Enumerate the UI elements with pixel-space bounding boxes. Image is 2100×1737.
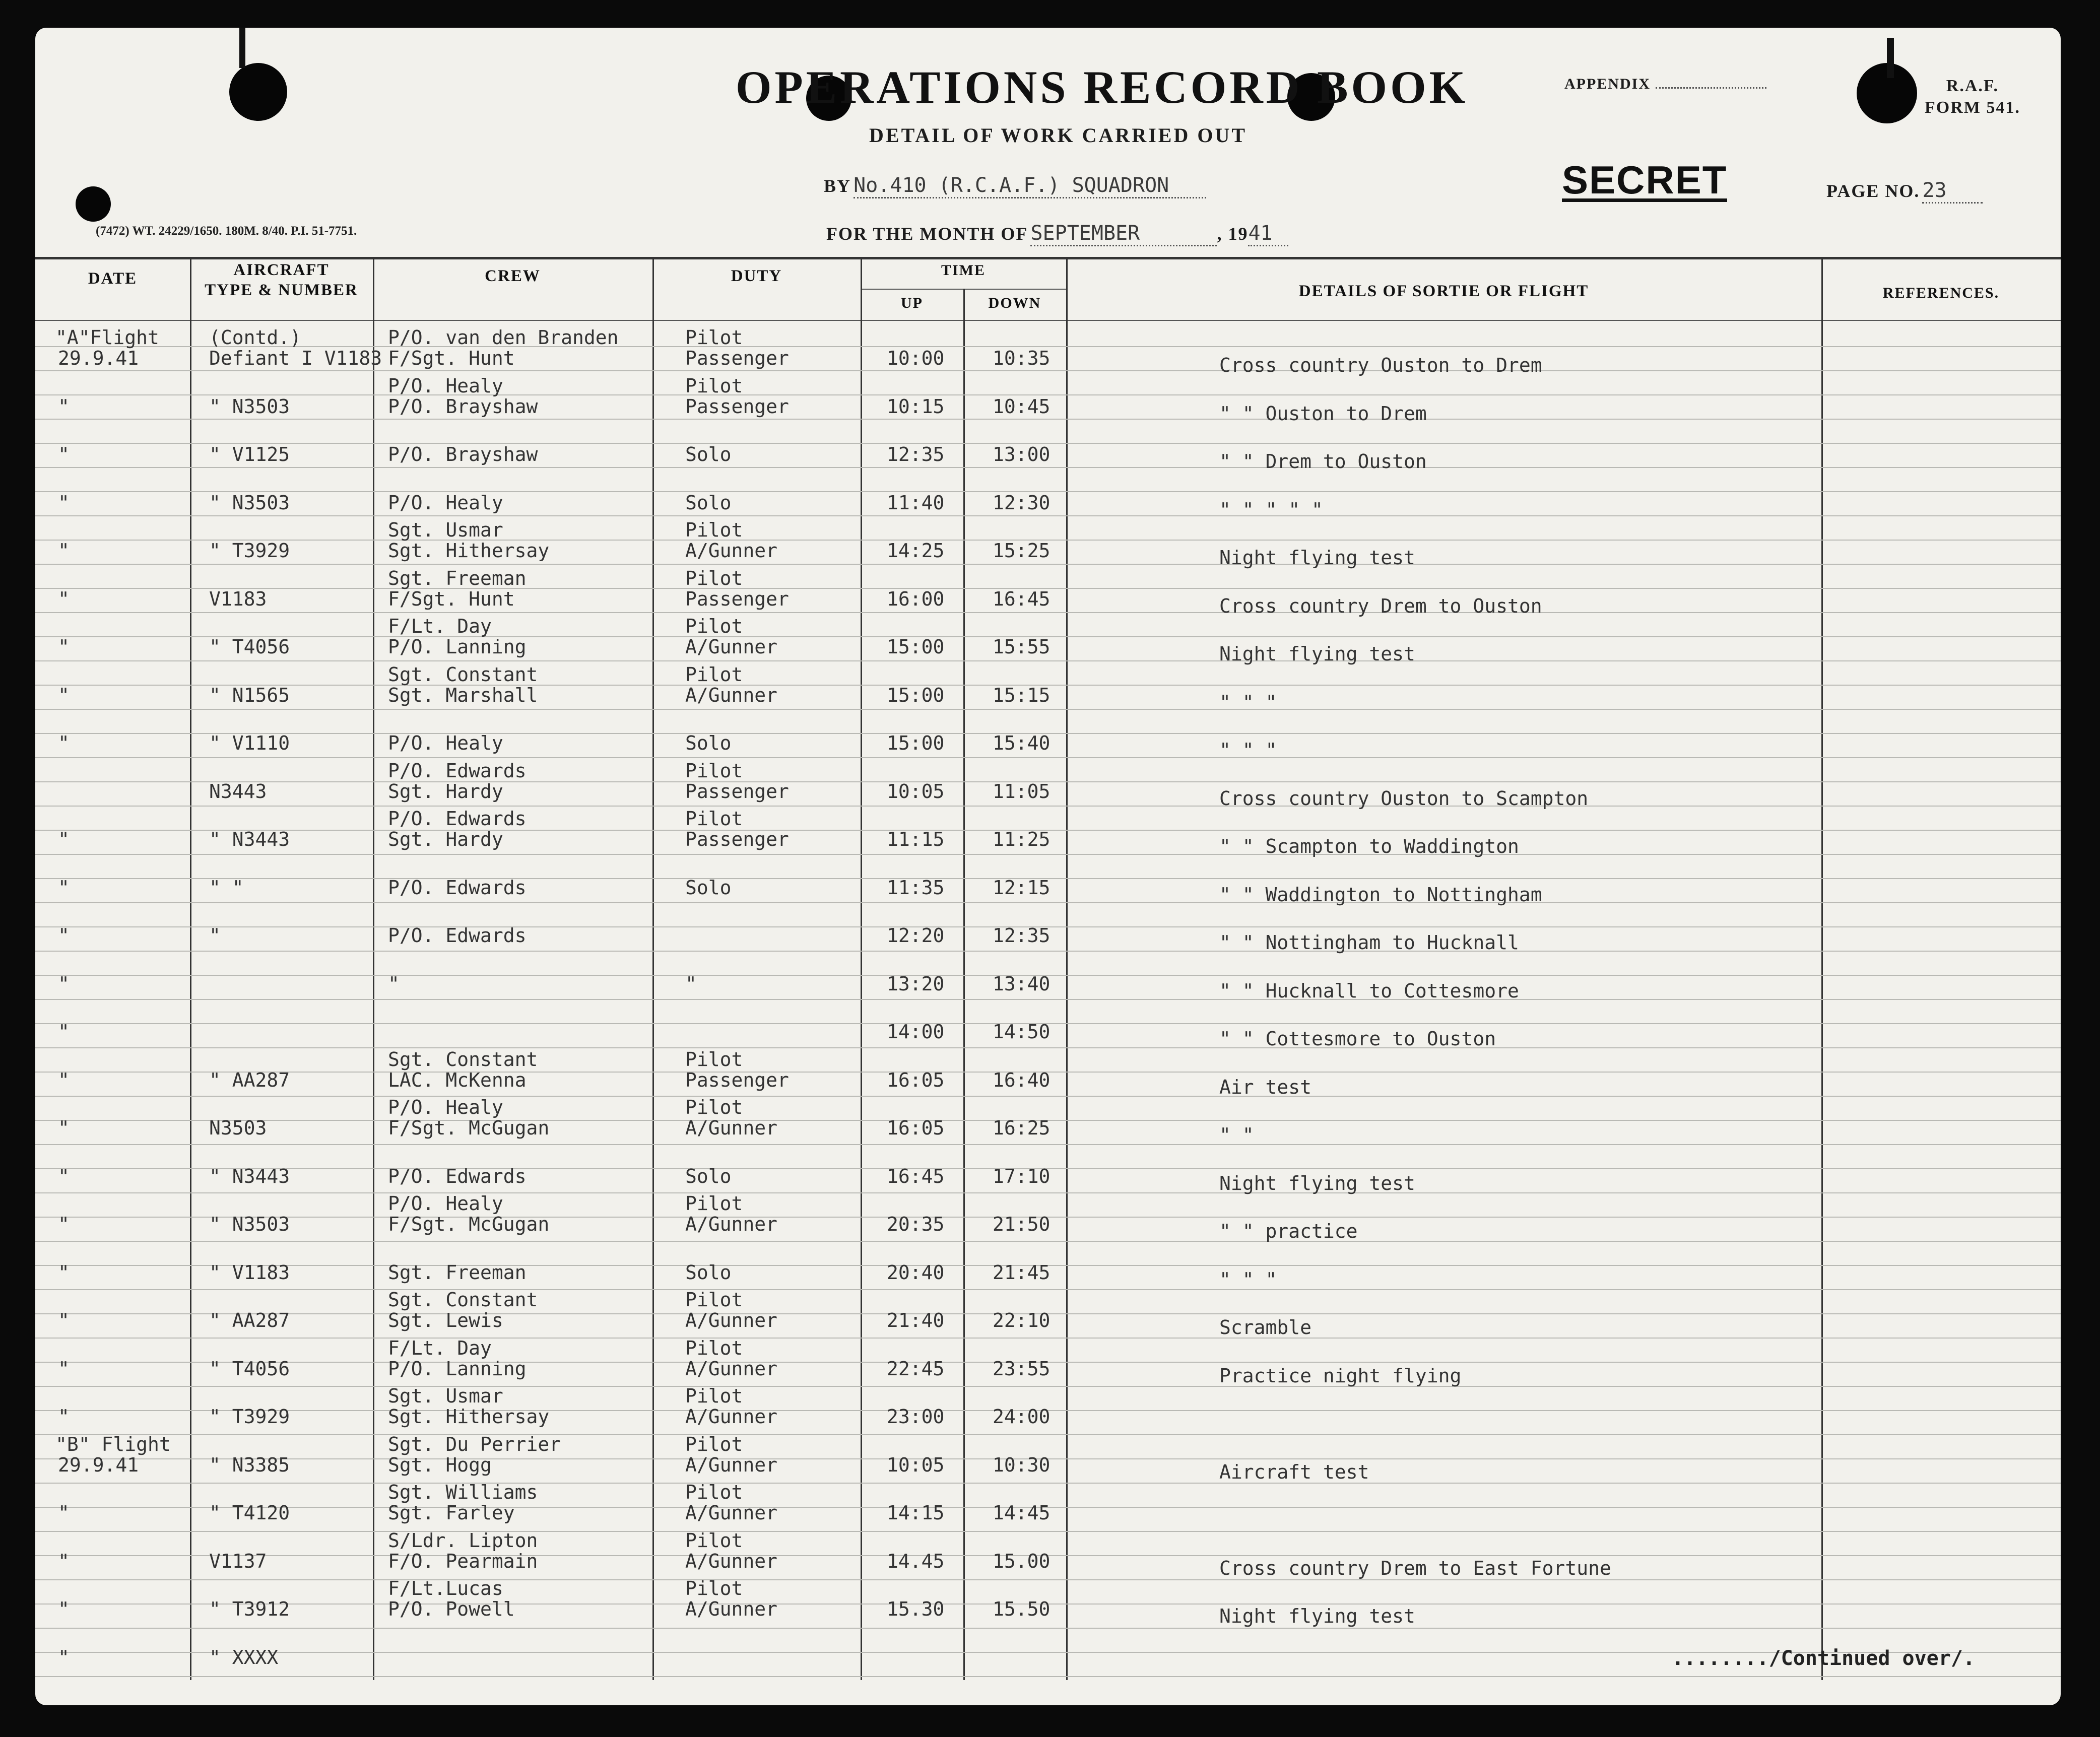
table-row — [35, 1239, 2061, 1291]
table-top-border — [35, 257, 2061, 259]
crew-member: Sgt. Du Perrier — [388, 1433, 561, 1455]
time-down: 16:25 — [993, 1117, 1051, 1139]
date-line-2: " — [58, 587, 70, 610]
table-row — [35, 1287, 2061, 1339]
duty: Pilot — [685, 567, 743, 589]
crew-member: P/O. Lanning — [388, 636, 527, 658]
time-up: 14:15 — [887, 1502, 945, 1524]
aircraft-number: " " — [209, 876, 244, 899]
crew-member: Sgt. Hardy — [388, 828, 503, 850]
time-up: 15:00 — [887, 684, 945, 706]
time-up: 16:05 — [887, 1068, 945, 1091]
crew-member: P/O. Healy — [388, 374, 503, 397]
time-down: 10:45 — [993, 395, 1051, 418]
crew-member: Sgt. Hardy — [388, 780, 503, 803]
duty: Pilot — [685, 1289, 743, 1311]
date-line-2: " — [58, 1117, 70, 1139]
date-line-2: " — [58, 732, 70, 754]
aircraft-number: " T3929 — [209, 540, 290, 562]
crew-member: P/O. Edwards — [388, 759, 527, 782]
date-line-1: "B" Flight — [55, 1433, 171, 1455]
col-header-time: TIME — [941, 262, 986, 279]
crew-member: P/O. Healy — [388, 1096, 503, 1118]
duty: A/Gunner — [685, 1453, 778, 1476]
date-line-2: " — [58, 924, 70, 947]
date-line-2: " — [58, 636, 70, 658]
sortie-details: " " — [1219, 1124, 1254, 1146]
date-line-2: 29.9.41 — [58, 1453, 139, 1476]
date-line-2: " — [58, 1646, 70, 1668]
date-line-2: " — [58, 1021, 70, 1043]
time-up: 16:00 — [887, 587, 945, 610]
ruled-line — [35, 1676, 2061, 1677]
crew-member: F/Lt. Day — [388, 615, 492, 637]
sortie-details: " " " — [1219, 739, 1277, 761]
date-line-2: " — [58, 972, 70, 995]
aircraft-number: " N3503 — [209, 395, 290, 418]
date-line-2: " — [58, 1357, 70, 1380]
aircraft-number: " N3443 — [209, 828, 290, 850]
time-up: 16:45 — [887, 1165, 945, 1187]
crew-member: P/O. Brayshaw — [388, 443, 538, 465]
sortie-details: Night flying test — [1219, 1172, 1415, 1194]
appendix-label: APPENDIX — [1564, 76, 1766, 93]
time-down: 12:15 — [993, 876, 1051, 899]
aircraft-number: " T3912 — [209, 1598, 290, 1620]
time-down: 11:05 — [993, 780, 1051, 803]
table-row — [35, 710, 2061, 761]
duty: A/Gunner — [685, 540, 778, 562]
time-down: 15:40 — [993, 732, 1051, 754]
table-row — [35, 373, 2061, 425]
crew-member: F/Sgt. Hunt — [388, 587, 515, 610]
crew-member: P/O. Healy — [388, 732, 503, 754]
time-down: 21:45 — [993, 1261, 1051, 1284]
time-up: 14:00 — [887, 1021, 945, 1043]
sortie-details: Cross country Ouston to Scampton — [1219, 787, 1589, 810]
duty: A/Gunner — [685, 1550, 778, 1572]
duty: Pilot — [685, 1529, 743, 1552]
duty: A/Gunner — [685, 1213, 778, 1235]
sortie-details: Night flying test — [1219, 547, 1415, 569]
time-down: 15:55 — [993, 636, 1051, 658]
duty: Pilot — [685, 1337, 743, 1359]
date-line-2: " — [58, 1598, 70, 1620]
time-down: 10:30 — [993, 1453, 1051, 1476]
crew-member: P/O. Healy — [388, 491, 503, 514]
date-line-2: " — [58, 1165, 70, 1187]
aircraft-number: V1137 — [209, 1550, 267, 1572]
binder-mark — [239, 28, 245, 68]
duty: " — [685, 972, 697, 995]
table-row — [35, 998, 2061, 1050]
duty: Pilot — [685, 1192, 743, 1215]
crew-member: Sgt. Hithersay — [388, 540, 550, 562]
aircraft-number: Defiant I V1183 — [209, 347, 382, 369]
duty: A/Gunner — [685, 1357, 778, 1380]
time-up: 23:00 — [887, 1406, 945, 1428]
time-up: 15.30 — [887, 1598, 945, 1620]
crew-member: Sgt. Lewis — [388, 1309, 503, 1331]
date-line-2: " — [58, 1261, 70, 1284]
date-line-2: " — [58, 876, 70, 899]
time-up: 13:20 — [887, 972, 945, 995]
table-row — [35, 854, 2061, 906]
crew-member: Sgt. Hithersay — [388, 1406, 550, 1428]
crew-member: P/O. Edwards — [388, 808, 527, 830]
time-down: 23:55 — [993, 1357, 1051, 1380]
table-row — [35, 951, 2061, 1002]
table-row — [35, 1528, 2061, 1579]
date-line-2: " — [58, 491, 70, 514]
time-up: 15:00 — [887, 732, 945, 754]
aircraft-number: " T4056 — [209, 1357, 290, 1380]
table-row — [35, 1432, 2061, 1483]
time-down: 15.00 — [993, 1550, 1051, 1572]
crew-member: Sgt. Hogg — [388, 1453, 492, 1476]
sortie-details: " " Hucknall to Cottesmore — [1219, 979, 1519, 1002]
date-line-2: " — [58, 1550, 70, 1572]
date-line-2: " — [58, 395, 70, 418]
duty: Passenger — [685, 347, 789, 369]
date-line-2: " — [58, 1406, 70, 1428]
table-row — [35, 566, 2061, 617]
duty: Solo — [685, 1165, 732, 1187]
crew-member: Sgt. Usmar — [388, 1385, 503, 1407]
unit-line: BY No.410 (R.C.A.F.) SQUADRON — [824, 174, 1206, 198]
sortie-details: " " " " " — [1219, 498, 1323, 521]
aircraft-number: N3443 — [209, 780, 267, 803]
time-down: 12:30 — [993, 491, 1051, 514]
time-down: 15.50 — [993, 1598, 1051, 1620]
print-code: (7472) WT. 24229/1650. 180M. 8/40. P.I. 51-7751. — [96, 224, 357, 238]
time-up: 15:00 — [887, 636, 945, 658]
date-line-2: " — [58, 1502, 70, 1524]
crew-member: F/Sgt. McGugan — [388, 1117, 550, 1139]
col-header-aircraft: AIRCRAFT TYPE & NUMBER — [205, 261, 358, 299]
aircraft-number: N3503 — [209, 1117, 267, 1139]
crew-member: P/O. Edwards — [388, 1165, 527, 1187]
time-up: 12:35 — [887, 443, 945, 465]
crew-member: Sgt. Freeman — [388, 1261, 527, 1284]
aircraft-number: " T4120 — [209, 1502, 290, 1524]
month-line: FOR THE MONTH OF SEPTEMBER , 1941 — [826, 222, 1288, 246]
time-up: 22:45 — [887, 1357, 945, 1380]
table-row — [35, 1191, 2061, 1242]
duty: Pilot — [685, 1481, 743, 1503]
duty: Passenger — [685, 828, 789, 850]
duty: Solo — [685, 443, 732, 465]
punch-hole — [76, 186, 111, 222]
duty: Pilot — [685, 808, 743, 830]
time-down: 22:10 — [993, 1309, 1051, 1331]
duty: A/Gunner — [685, 1598, 778, 1620]
duty: Pilot — [685, 759, 743, 782]
time-down: 15:25 — [993, 540, 1051, 562]
sortie-details: Night flying test — [1219, 1605, 1415, 1627]
date-line-1: "A"Flight — [55, 326, 159, 349]
time-down: 24:00 — [993, 1406, 1051, 1428]
date-line-2: " — [58, 828, 70, 850]
time-down: 10:35 — [993, 347, 1051, 369]
crew-member: Sgt. Marshall — [388, 684, 538, 706]
time-up: 14.45 — [887, 1550, 945, 1572]
crew-member: P/O. Lanning — [388, 1357, 527, 1380]
aircraft-number: " N3503 — [209, 1213, 290, 1235]
aircraft-number: " N3443 — [209, 1165, 290, 1187]
aircraft-number: " V1183 — [209, 1261, 290, 1284]
crew-member: Sgt. Williams — [388, 1481, 538, 1503]
table-row — [35, 1143, 2061, 1194]
continued-note: ......../Continued over/. — [1671, 1647, 1975, 1670]
table-row — [35, 517, 2061, 569]
aircraft-number: " N3503 — [209, 491, 290, 514]
aircraft-type: (Contd.) — [209, 326, 302, 349]
crew-member: Sgt. Usmar — [388, 519, 503, 541]
crew-member: S/Ldr. Lipton — [388, 1529, 538, 1552]
duty: Passenger — [685, 780, 789, 803]
time-down: 13:40 — [993, 972, 1051, 995]
duty: Passenger — [685, 587, 789, 610]
time-down: 15:15 — [993, 684, 1051, 706]
table-row — [35, 1047, 2061, 1098]
form-label: R.A.F. FORM 541. — [1925, 77, 2020, 117]
page-subtitle: DETAIL OF WORK CARRIED OUT — [869, 124, 1248, 147]
aircraft-number: " N1565 — [209, 684, 290, 706]
time-down: 12:35 — [993, 924, 1051, 947]
duty: Solo — [685, 491, 732, 514]
time-up: 21:40 — [887, 1309, 945, 1331]
crew-member: F/Sgt. McGugan — [388, 1213, 550, 1235]
col-header-crew: CREW — [485, 267, 541, 285]
sortie-details: " " Scampton to Waddington — [1219, 835, 1519, 857]
duty: Pilot — [685, 519, 743, 541]
crew-member: Sgt. Constant — [388, 1048, 538, 1071]
sortie-details: Cross country Drem to East Fortune — [1219, 1557, 1611, 1579]
time-up: 11:35 — [887, 876, 945, 899]
duty: Pilot — [685, 326, 743, 349]
crew-member: Sgt. Constant — [388, 663, 538, 686]
time-down: 17:10 — [993, 1165, 1051, 1187]
crew-member: P/O. Brayshaw — [388, 395, 538, 418]
crew-member: F/O. Pearmain — [388, 1550, 538, 1572]
duty: A/Gunner — [685, 684, 778, 706]
time-up: 10:15 — [887, 395, 945, 418]
table-row — [35, 758, 2061, 810]
date-line-2: " — [58, 684, 70, 706]
page-number: PAGE NO. 23 — [1826, 179, 1983, 204]
binder-mark — [1887, 38, 1894, 78]
duty: Passenger — [685, 395, 789, 418]
aircraft-number: " AA287 — [209, 1068, 290, 1091]
time-up: 11:15 — [887, 828, 945, 850]
table-row — [35, 902, 2061, 954]
aircraft-number: " V1110 — [209, 732, 290, 754]
crew-member: F/Lt. Day — [388, 1337, 492, 1359]
col-header-details: DETAILS OF SORTIE OR FLIGHT — [1298, 282, 1589, 300]
time-up: 20:35 — [887, 1213, 945, 1235]
duty: Solo — [685, 876, 732, 899]
aircraft-number: " AA287 — [209, 1309, 290, 1331]
table-row — [35, 1576, 2061, 1627]
sortie-details: " " Drem to Ouston — [1219, 450, 1427, 473]
aircraft-number: " — [209, 924, 221, 947]
col-header-references: REFERENCES. — [1882, 285, 2000, 301]
sortie-details: " " Cottesmore to Ouston — [1219, 1028, 1496, 1050]
time-up: 10:05 — [887, 1453, 945, 1476]
duty: Pilot — [685, 1385, 743, 1407]
sortie-details: " " Waddington to Nottingham — [1219, 883, 1542, 906]
time-down: 11:25 — [993, 828, 1051, 850]
duty: Pilot — [685, 1577, 743, 1599]
crew-member: Sgt. Constant — [388, 1289, 538, 1311]
duty: Pilot — [685, 663, 743, 686]
sortie-details: Practice night flying — [1219, 1364, 1462, 1387]
aircraft-number: " XXXX — [209, 1646, 279, 1668]
header-bottom-border — [35, 320, 2061, 321]
time-up: 20:40 — [887, 1261, 945, 1284]
date-line-2: " — [58, 1213, 70, 1235]
table-row — [35, 1095, 2061, 1146]
sortie-details: Cross country Ouston to Drem — [1219, 354, 1542, 376]
crew-member: P/O. Edwards — [388, 924, 527, 947]
date-line-2: " — [58, 443, 70, 465]
col-header-down: DOWN — [988, 295, 1041, 311]
duty: A/Gunner — [685, 1502, 778, 1524]
secret-stamp: SECRET — [1562, 158, 1728, 202]
time-down: 16:40 — [993, 1068, 1051, 1091]
sortie-details: Night flying test — [1219, 643, 1415, 665]
col-header-up: UP — [901, 295, 923, 311]
crew-member: P/O. Powell — [388, 1598, 515, 1620]
table-row — [35, 1480, 2061, 1528]
date-line-2: " — [58, 540, 70, 562]
time-up: 16:05 — [887, 1117, 945, 1139]
sortie-details: " " Ouston to Drem — [1219, 402, 1427, 425]
table-row — [35, 325, 2061, 376]
date-line-2: 29.9.41 — [58, 347, 139, 369]
time-up: 14:25 — [887, 540, 945, 562]
table-row — [35, 662, 2061, 713]
sortie-details: " " " — [1219, 1268, 1277, 1291]
crew-member: F/Lt.Lucas — [388, 1577, 503, 1599]
duty: A/Gunner — [685, 1309, 778, 1331]
crew-member: P/O. Healy — [388, 1192, 503, 1215]
crew-member: P/O. Edwards — [388, 876, 527, 899]
aircraft-number: " V1125 — [209, 443, 290, 465]
sortie-details: Aircraft test — [1219, 1460, 1369, 1483]
time-up: 10:00 — [887, 347, 945, 369]
record-page — [35, 28, 2061, 1705]
date-line-2: " — [58, 1068, 70, 1091]
table-row — [35, 1335, 2061, 1387]
col-header-duty: DUTY — [731, 267, 782, 285]
table-row — [35, 421, 2061, 473]
time-up: 12:20 — [887, 924, 945, 947]
duty: Solo — [685, 1261, 732, 1284]
crew-member: " — [388, 972, 400, 995]
time-down: 16:45 — [993, 587, 1051, 610]
sortie-details: " " " — [1219, 691, 1277, 713]
crew-member: Sgt. Farley — [388, 1502, 515, 1524]
page-title: OPERATIONS RECORD BOOK — [736, 61, 1469, 113]
duty: A/Gunner — [685, 1406, 778, 1428]
duty: Pilot — [685, 615, 743, 637]
duty: Pilot — [685, 374, 743, 397]
table-row — [35, 806, 2061, 857]
aircraft-number: " T4056 — [209, 636, 290, 658]
sortie-details: Air test — [1219, 1076, 1312, 1098]
sortie-details: " " practice — [1219, 1220, 1358, 1242]
aircraft-number: " N3385 — [209, 1453, 290, 1476]
col-header-date: DATE — [88, 270, 138, 288]
time-up: 11:40 — [887, 491, 945, 514]
time-down: 14:50 — [993, 1021, 1051, 1043]
crew-member: F/Sgt. Hunt — [388, 347, 515, 369]
duty: Pilot — [685, 1096, 743, 1118]
table-row — [35, 614, 2061, 665]
sortie-details: " " Nottingham to Hucknall — [1219, 931, 1519, 954]
duty: A/Gunner — [685, 636, 778, 658]
crew-member: LAC. McKenna — [388, 1068, 527, 1091]
sortie-details: Scramble — [1219, 1316, 1312, 1339]
time-up: 10:05 — [887, 780, 945, 803]
punch-hole — [229, 63, 287, 121]
duty: Passenger — [685, 1068, 789, 1091]
time-down: 14:45 — [993, 1502, 1051, 1524]
time-down: 13:00 — [993, 443, 1051, 465]
aircraft-number: " T3929 — [209, 1406, 290, 1428]
duty: Pilot — [685, 1048, 743, 1071]
date-line-2: " — [58, 1309, 70, 1331]
table-row — [35, 1383, 2061, 1432]
aircraft-number: V1183 — [209, 587, 267, 610]
table-row — [35, 470, 2061, 521]
duty: A/Gunner — [685, 1117, 778, 1139]
crew-member: Sgt. Freeman — [388, 567, 527, 589]
duty: Solo — [685, 732, 732, 754]
sortie-details: Cross country Drem to Ouston — [1219, 594, 1542, 617]
crew-member: P/O. van den Branden — [388, 326, 619, 349]
duty: Pilot — [685, 1433, 743, 1455]
unit-value: No.410 (R.C.A.F.) SQUADRON — [854, 174, 1206, 198]
time-down: 21:50 — [993, 1213, 1051, 1235]
